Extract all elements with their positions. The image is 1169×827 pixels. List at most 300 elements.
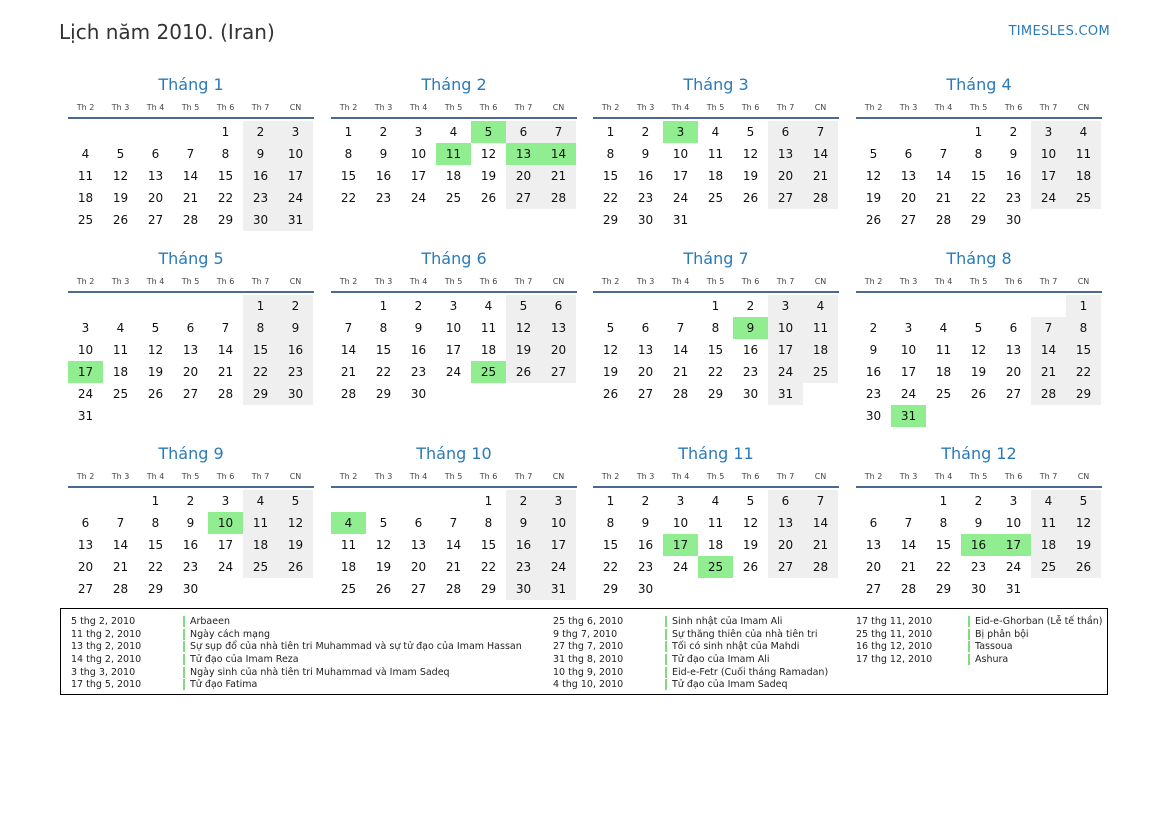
day-cell: 9 — [869, 343, 878, 357]
holiday-marker — [665, 667, 667, 678]
holiday-entry — [553, 640, 828, 653]
empty-cell — [173, 405, 208, 427]
weekday-label: Th 7 — [251, 471, 270, 481]
day-cell: 13 — [410, 538, 427, 552]
empty-cell — [103, 405, 138, 427]
holiday-day-cell: 11 — [436, 143, 471, 165]
month-title: Tháng 12 — [941, 444, 1017, 463]
day-cell: 27 — [900, 213, 917, 227]
day-cell: 22 — [340, 191, 357, 205]
day-cell: 6 — [904, 147, 913, 161]
holiday-name: Sự thăng thiên của nhà tiên tri — [672, 628, 818, 640]
day-cell: 1 — [379, 299, 388, 313]
day-cell: 21 — [672, 365, 689, 379]
holiday-name: Ngày cách mạng — [190, 628, 271, 640]
empty-cell — [138, 295, 173, 317]
weekday-label: Th 6 — [741, 276, 760, 286]
day-cell: 28 — [112, 582, 129, 596]
day-cell: 3 — [221, 494, 230, 508]
month-block — [856, 73, 1102, 231]
day-cell: 12 — [742, 147, 759, 161]
day-cell: 10 — [900, 343, 917, 357]
weekday-header — [68, 271, 314, 291]
week-row — [593, 317, 839, 339]
day-cell: 7 — [939, 147, 948, 161]
holiday-date: 17 thg 12, 2010 — [856, 653, 933, 665]
week-row — [856, 512, 1102, 534]
holiday-marker — [968, 629, 970, 640]
holiday-entry — [71, 615, 522, 628]
weekday-label: Th 7 — [514, 276, 533, 286]
empty-cell — [593, 295, 628, 317]
empty-cell — [1031, 405, 1066, 427]
holiday-date: 14 thg 2, 2010 — [71, 653, 142, 665]
weekend-day-cell: 20 — [506, 165, 541, 187]
day-cell: 30 — [742, 387, 759, 401]
weekend-day-cell: 24 — [541, 556, 576, 578]
day-cell: 4 — [449, 125, 458, 139]
day-cell: 11 — [707, 147, 724, 161]
day-cell: 22 — [147, 560, 164, 574]
weekend-day-cell: 8 — [1066, 317, 1101, 339]
weekday-label: Th 2 — [339, 276, 358, 286]
weekend-day-cell: 20 — [541, 339, 576, 361]
month-title: Tháng 1 — [158, 75, 224, 94]
day-cell: 24 — [672, 191, 689, 205]
empty-cell — [436, 383, 471, 405]
weekday-label: Th 4 — [934, 276, 953, 286]
week-row — [331, 361, 577, 383]
weekday-label: Th 5 — [181, 471, 200, 481]
weekday-label: Th 2 — [601, 471, 620, 481]
empty-cell — [506, 383, 541, 405]
empty-cell — [1066, 578, 1101, 600]
weekend-day-cell: 4 — [243, 490, 278, 512]
month-block — [68, 73, 314, 231]
empty-cell — [698, 578, 733, 600]
day-cell: 5 — [869, 147, 878, 161]
weekend-day-cell: 8 — [243, 317, 278, 339]
holiday-date: 25 thg 6, 2010 — [553, 615, 624, 627]
weekend-day-cell: 25 — [243, 556, 278, 578]
week-row — [593, 339, 839, 361]
weekday-header — [856, 271, 1102, 291]
day-cell: 1 — [221, 125, 230, 139]
day-cell: 24 — [672, 560, 689, 574]
holiday-entry — [553, 666, 828, 679]
holiday-date: 11 thg 2, 2010 — [71, 628, 142, 640]
empty-cell — [733, 209, 768, 231]
week-row — [68, 405, 314, 427]
day-cell: 25 — [340, 582, 357, 596]
week-row — [593, 383, 839, 405]
weekday-header — [593, 97, 839, 117]
week-row — [593, 578, 839, 600]
weekday-label: Th 6 — [479, 102, 498, 112]
empty-cell — [891, 295, 926, 317]
day-cell: 7 — [449, 516, 458, 530]
weekend-day-cell: 7 — [541, 121, 576, 143]
day-cell: 25 — [445, 191, 462, 205]
day-cell: 24 — [1005, 560, 1022, 574]
weekday-label: Th 3 — [636, 471, 655, 481]
weekday-label: Th 3 — [636, 102, 655, 112]
weekend-day-cell: 2 — [243, 121, 278, 143]
weekend-day-cell: 27 — [506, 187, 541, 209]
empty-cell — [68, 121, 103, 143]
weekday-label: Th 6 — [479, 471, 498, 481]
day-cell: 9 — [1009, 147, 1018, 161]
weekday-label: Th 3 — [899, 102, 918, 112]
weekend-day-cell: 17 — [768, 339, 803, 361]
day-cell: 10 — [410, 147, 427, 161]
day-cell: 8 — [484, 516, 493, 530]
week-row — [593, 187, 839, 209]
holiday-date: 17 thg 11, 2010 — [856, 615, 933, 627]
week-row — [331, 295, 577, 317]
empty-cell — [278, 578, 313, 600]
header-rule — [856, 117, 1102, 119]
empty-cell — [173, 295, 208, 317]
day-cell: 26 — [375, 582, 392, 596]
day-cell: 11 — [77, 169, 94, 183]
weekday-label: CN — [289, 276, 302, 286]
empty-cell — [1031, 209, 1066, 231]
day-cell: 20 — [182, 365, 199, 379]
day-cell: 26 — [970, 387, 987, 401]
weekday-label: CN — [814, 471, 827, 481]
holiday-day-cell: 9 — [733, 317, 768, 339]
weekday-label: CN — [1077, 471, 1090, 481]
day-cell: 13 — [182, 343, 199, 357]
holiday-entry — [856, 640, 1102, 653]
weekday-label: Th 5 — [969, 276, 988, 286]
weekend-day-cell: 5 — [506, 295, 541, 317]
holiday-marker — [183, 641, 185, 652]
weekday-label: Th 2 — [864, 102, 883, 112]
weekend-day-cell: 10 — [278, 143, 313, 165]
weekday-label: Th 6 — [216, 276, 235, 286]
weekday-label: CN — [552, 102, 565, 112]
weekend-day-cell: 28 — [803, 556, 838, 578]
weekday-label: Th 5 — [706, 102, 725, 112]
day-cell: 26 — [742, 560, 759, 574]
week-row — [331, 143, 577, 165]
day-cell: 29 — [970, 213, 987, 227]
empty-cell — [138, 121, 173, 143]
empty-cell — [1066, 405, 1101, 427]
day-cell: 23 — [637, 191, 654, 205]
day-cell: 24 — [77, 387, 94, 401]
day-cell: 26 — [742, 191, 759, 205]
weekday-label: CN — [552, 276, 565, 286]
holiday-date: 9 thg 7, 2010 — [553, 628, 618, 640]
day-cell: 6 — [151, 147, 160, 161]
day-cell: 27 — [147, 213, 164, 227]
holiday-legend — [60, 608, 1108, 695]
weekend-day-cell: 31 — [541, 578, 576, 600]
holiday-date: 4 thg 10, 2010 — [553, 679, 624, 691]
weekday-label: Th 2 — [339, 102, 358, 112]
day-cell: 8 — [379, 321, 388, 335]
weekday-label: Th 7 — [1039, 102, 1058, 112]
week-row — [68, 295, 314, 317]
weekend-day-cell: 26 — [278, 556, 313, 578]
holiday-marker — [968, 641, 970, 652]
day-cell: 3 — [449, 299, 458, 313]
week-row — [331, 121, 577, 143]
weekend-day-cell: 30 — [243, 209, 278, 231]
weekday-header — [856, 97, 1102, 117]
weekday-label: Th 2 — [601, 102, 620, 112]
weekend-day-cell: 31 — [768, 383, 803, 405]
holiday-name: Bị phân bội — [975, 628, 1029, 640]
day-cell: 6 — [81, 516, 90, 530]
day-cell: 23 — [865, 387, 882, 401]
day-cell: 13 — [637, 343, 654, 357]
week-row — [856, 578, 1102, 600]
week-row — [593, 165, 839, 187]
day-cell: 10 — [672, 147, 689, 161]
holiday-date: 16 thg 12, 2010 — [856, 641, 933, 653]
holiday-marker — [183, 667, 185, 678]
holiday-date: 25 thg 11, 2010 — [856, 628, 933, 640]
day-cell: 30 — [182, 582, 199, 596]
holiday-column-1 — [71, 615, 522, 691]
day-cell: 3 — [1009, 494, 1018, 508]
day-cell: 6 — [186, 321, 195, 335]
weekday-label: Th 3 — [111, 471, 130, 481]
weekend-day-cell: 4 — [1066, 121, 1101, 143]
day-cell: 8 — [221, 147, 230, 161]
holiday-date: 31 thg 8, 2010 — [553, 653, 624, 665]
day-cell: 27 — [1005, 387, 1022, 401]
day-cell: 25 — [707, 191, 724, 205]
day-cell: 28 — [900, 582, 917, 596]
weekday-label: Th 2 — [76, 471, 95, 481]
empty-cell — [331, 295, 366, 317]
week-row — [593, 556, 839, 578]
weekday-label: Th 3 — [374, 276, 393, 286]
holiday-marker — [665, 616, 667, 627]
weekday-header — [593, 271, 839, 291]
day-cell: 14 — [900, 538, 917, 552]
holiday-entry — [856, 615, 1102, 628]
weekday-header — [331, 271, 577, 291]
weekend-day-cell: 11 — [1031, 512, 1066, 534]
holiday-day-cell: 17 — [663, 534, 698, 556]
day-cell: 22 — [602, 191, 619, 205]
day-cell: 25 — [112, 387, 129, 401]
header-rule — [331, 486, 577, 488]
month-block — [593, 442, 839, 600]
weekend-day-cell: 7 — [803, 121, 838, 143]
day-cell: 19 — [112, 191, 129, 205]
holiday-entry — [71, 640, 522, 653]
empty-cell — [803, 383, 838, 405]
weekday-label: Th 4 — [409, 471, 428, 481]
day-cell: 20 — [410, 560, 427, 574]
weekend-day-cell: 10 — [1031, 143, 1066, 165]
day-cell: 12 — [112, 169, 129, 183]
weekend-day-cell: 3 — [278, 121, 313, 143]
day-cell: 8 — [939, 516, 948, 530]
week-row — [331, 490, 577, 512]
header-rule — [68, 486, 314, 488]
weekend-day-cell: 16 — [243, 165, 278, 187]
holiday-day-cell: 3 — [663, 121, 698, 143]
month-block — [856, 247, 1102, 427]
month-block — [593, 73, 839, 231]
day-cell: 1 — [974, 125, 983, 139]
header-rule — [593, 117, 839, 119]
day-cell: 18 — [340, 560, 357, 574]
weekend-day-cell: 6 — [506, 121, 541, 143]
header-rule — [68, 291, 314, 293]
day-cell: 16 — [375, 169, 392, 183]
weekend-day-cell: 16 — [278, 339, 313, 361]
day-cell: 21 — [112, 560, 129, 574]
day-cell: 20 — [1005, 365, 1022, 379]
holiday-marker — [665, 654, 667, 665]
day-cell: 18 — [707, 538, 724, 552]
weekday-label: Th 5 — [444, 276, 463, 286]
week-row — [68, 383, 314, 405]
weekday-label: Th 4 — [671, 276, 690, 286]
month-title: Tháng 11 — [678, 444, 754, 463]
day-cell: 28 — [672, 387, 689, 401]
holiday-entry — [856, 628, 1102, 641]
day-cell: 26 — [112, 213, 129, 227]
day-cell: 23 — [637, 560, 654, 574]
day-cell: 4 — [116, 321, 125, 335]
day-cell: 21 — [900, 560, 917, 574]
week-row — [68, 512, 314, 534]
weekend-day-cell: 9 — [506, 512, 541, 534]
weekday-label: Th 4 — [671, 102, 690, 112]
empty-cell — [103, 121, 138, 143]
weekday-header — [68, 97, 314, 117]
weekday-label: CN — [1077, 276, 1090, 286]
week-row — [856, 165, 1102, 187]
day-cell: 5 — [606, 321, 615, 335]
day-cell: 17 — [672, 169, 689, 183]
empty-cell — [698, 209, 733, 231]
holiday-name: Tử đạo Fatima — [190, 679, 258, 691]
day-cell: 17 — [217, 538, 234, 552]
day-cell: 29 — [602, 213, 619, 227]
weekday-label: Th 4 — [146, 276, 165, 286]
day-cell: 17 — [410, 169, 427, 183]
weekday-label: Th 3 — [899, 276, 918, 286]
day-cell: 19 — [970, 365, 987, 379]
day-cell: 19 — [375, 560, 392, 574]
weekday-header — [331, 97, 577, 117]
weekend-day-cell: 25 — [1031, 556, 1066, 578]
day-cell: 1 — [606, 125, 615, 139]
day-cell: 10 — [445, 321, 462, 335]
empty-cell — [768, 209, 803, 231]
day-cell: 16 — [637, 538, 654, 552]
weekend-day-cell: 24 — [1031, 187, 1066, 209]
day-cell: 7 — [186, 147, 195, 161]
day-cell: 22 — [707, 365, 724, 379]
empty-cell — [208, 405, 243, 427]
weekday-label: Th 5 — [181, 276, 200, 286]
day-cell: 12 — [865, 169, 882, 183]
week-row — [856, 490, 1102, 512]
holiday-entry — [71, 653, 522, 666]
day-cell: 20 — [865, 560, 882, 574]
day-cell: 3 — [414, 125, 423, 139]
month-title: Tháng 5 — [158, 249, 224, 268]
day-cell: 8 — [151, 516, 160, 530]
day-cell: 15 — [970, 169, 987, 183]
holiday-date: 13 thg 2, 2010 — [71, 641, 142, 653]
weekend-day-cell: 21 — [541, 165, 576, 187]
weekday-header — [68, 466, 314, 486]
weekday-label: Th 6 — [741, 102, 760, 112]
empty-cell — [208, 578, 243, 600]
week-row — [593, 490, 839, 512]
weekday-header — [856, 466, 1102, 486]
weekend-day-cell: 7 — [1031, 317, 1066, 339]
weekday-label: Th 5 — [969, 471, 988, 481]
day-cell: 20 — [637, 365, 654, 379]
empty-cell — [173, 121, 208, 143]
day-cell: 9 — [974, 516, 983, 530]
day-cell: 30 — [1005, 213, 1022, 227]
empty-cell — [1066, 209, 1101, 231]
weekday-label: Th 6 — [1004, 276, 1023, 286]
month-title: Tháng 10 — [416, 444, 492, 463]
weekday-label: Th 4 — [934, 102, 953, 112]
day-cell: 15 — [147, 538, 164, 552]
empty-cell — [961, 295, 996, 317]
day-cell: 4 — [711, 125, 720, 139]
day-cell: 4 — [484, 299, 493, 313]
month-block — [331, 442, 577, 600]
holiday-day-cell: 13 — [506, 143, 541, 165]
weekday-label: Th 7 — [776, 471, 795, 481]
weekday-label: Th 7 — [251, 276, 270, 286]
weekday-label: Th 6 — [741, 471, 760, 481]
week-row — [856, 209, 1102, 231]
weekend-day-cell: 20 — [768, 534, 803, 556]
day-cell: 16 — [410, 343, 427, 357]
holiday-name: Ngày sinh của nhà tiên tri Muhammad và Imam Sadeq — [190, 666, 450, 678]
header-rule — [331, 291, 577, 293]
empty-cell — [331, 490, 366, 512]
day-cell: 12 — [742, 516, 759, 530]
weekend-day-cell: 27 — [768, 187, 803, 209]
day-cell: 21 — [182, 191, 199, 205]
weekend-day-cell: 11 — [243, 512, 278, 534]
day-cell: 15 — [935, 538, 952, 552]
weekday-label: Th 4 — [409, 276, 428, 286]
week-row — [856, 556, 1102, 578]
day-cell: 23 — [970, 560, 987, 574]
empty-cell — [996, 295, 1031, 317]
day-cell: 5 — [151, 321, 160, 335]
holiday-day-cell: 17 — [68, 361, 103, 383]
weekday-label: Th 7 — [1039, 471, 1058, 481]
brand-link[interactable]: TIMESLES.COM — [1008, 24, 1110, 39]
holiday-date: 10 thg 9, 2010 — [553, 666, 624, 678]
month-block — [856, 442, 1102, 600]
holiday-entry — [553, 615, 828, 628]
weekend-day-cell: 9 — [243, 143, 278, 165]
